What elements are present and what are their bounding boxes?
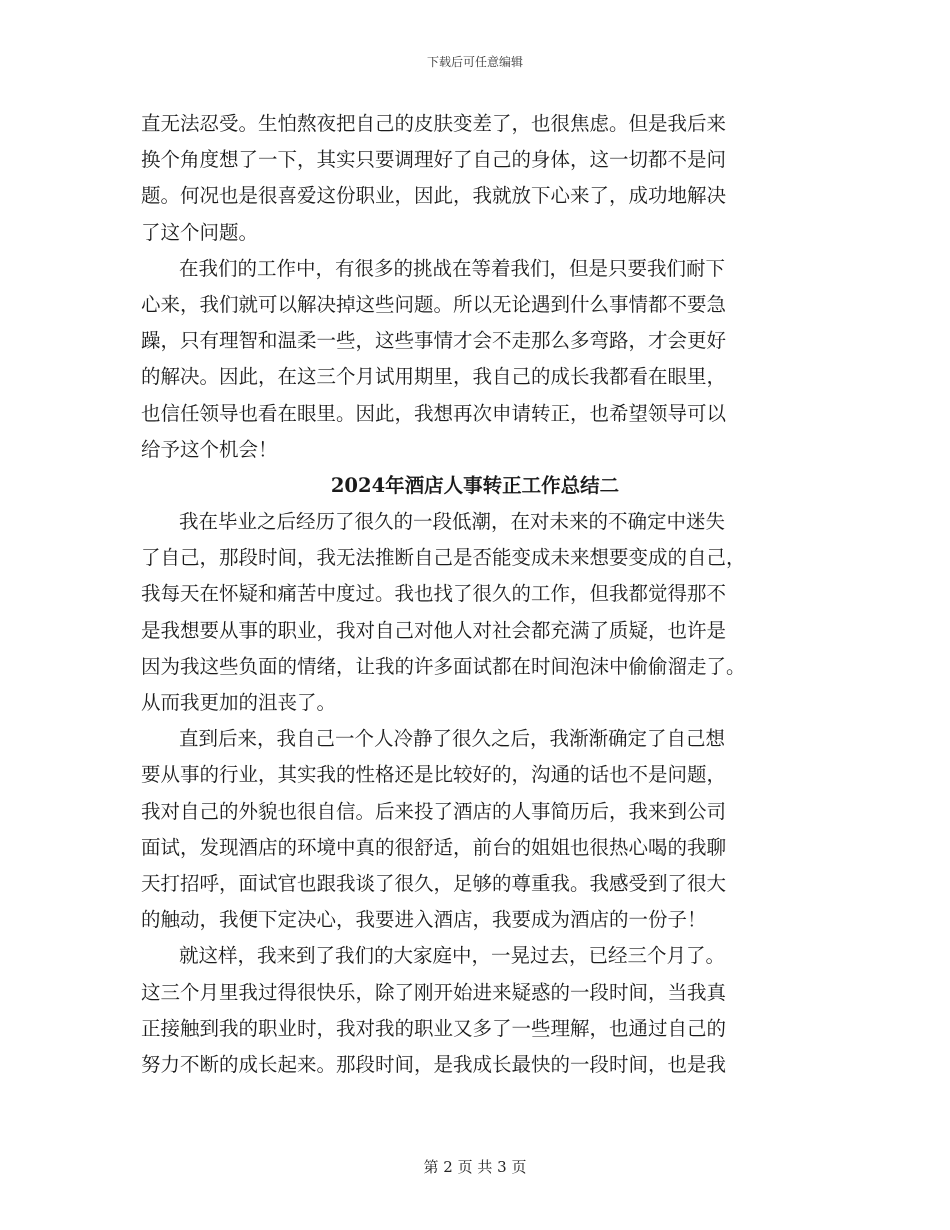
text-line: 直到后来，我自己一个人冷静了很久之后，我渐渐确定了自己想	[179, 727, 726, 751]
text-line: 在我们的工作中，有很多的挑战在等着我们，但是只要我们耐下	[179, 256, 726, 280]
text-line: 了这个问题。	[141, 220, 259, 244]
text-line: 从而我更加的沮丧了。	[141, 691, 337, 714]
text-line: 是我想要从事的职业，我对自己对他人对社会都充满了质疑，也许是	[141, 618, 727, 642]
text-line: 努力不断的成长起来。那段时间，是我成长最快的一段时间，也是我	[141, 1052, 727, 1076]
text-line: 题。何况也是很喜爱这份职业，因此，我就放下心来了，成功地解决	[141, 184, 727, 208]
text-line: 的触动，我便下定决心，我要进入酒店，我要成为酒店的一份子！	[141, 908, 707, 932]
text-line: 我对自己的外貌也很自信。后来投了酒店的人事简历后，我来到公司	[141, 799, 727, 823]
text-line: 要从事的行业，其实我的性格还是比较好的，沟通的话也不是问题，	[141, 763, 727, 787]
text-line: 正接触到我的职业时，我对我的职业又多了一些理解，也通过自己的	[141, 1016, 727, 1040]
text-line: 这三个月里我过得很快乐，除了刚开始进来疑惑的一段时间，当我真	[141, 980, 727, 1004]
text-line: 直无法忍受。生怕熬夜把自己的皮肤变差了，也很焦虑。但是我后来	[141, 112, 727, 135]
text-line: 因为我这些负面的情绪，让我的许多面试都在时间泡沫中偷偷溜走了。	[141, 654, 746, 678]
text-line: 面试，发现酒店的环境中真的很舒适，前台的姐姐也很热心喝的我聊	[141, 835, 727, 859]
section-heading: 2024年酒店人事转正工作总结二	[330, 473, 620, 497]
text-line: 我每天在怀疑和痛苦中度过。我也找了很久的工作，但我都觉得那不	[141, 582, 727, 606]
text-line: 心来，我们就可以解决掉这些问题。所以无论遇到什么事情都不要急	[141, 292, 727, 316]
page-header: 下载后可任意编辑	[426, 55, 523, 69]
document-body	[141, 106, 809, 1083]
text-line: 天打招呼，面试官也跟我谈了很久，足够的尊重我。我感受到了很大	[141, 871, 727, 895]
text-line: 给予这个机会！	[141, 437, 278, 461]
text-line: 就这样，我来到了我们的大家庭中，一晃过去，已经三个月了。	[179, 944, 726, 968]
text-line: 躁，只有理智和温柔一些，这些事情才会不走那么多弯路，才会更好	[141, 329, 727, 353]
text-line: 我在毕业之后经历了很久的一段低潮，在对未来的不确定中迷失	[179, 510, 726, 534]
page-number-footer: 第 2 页 共 3 页	[423, 1158, 527, 1176]
text-line: 的解决。因此，在这三个月试用期里，我自己的成长我都看在眼里，	[141, 365, 727, 389]
text-line: 了自己，那段时间，我无法推断自己是否能变成未来想要变成的自己，	[141, 546, 746, 570]
text-line: 也信任领导也看在眼里。因此，我想再次申请转正，也希望领导可以	[141, 401, 727, 425]
text-line: 换个角度想了一下，其实只要调理好了自己的身体，这一切都不是问	[141, 148, 727, 172]
